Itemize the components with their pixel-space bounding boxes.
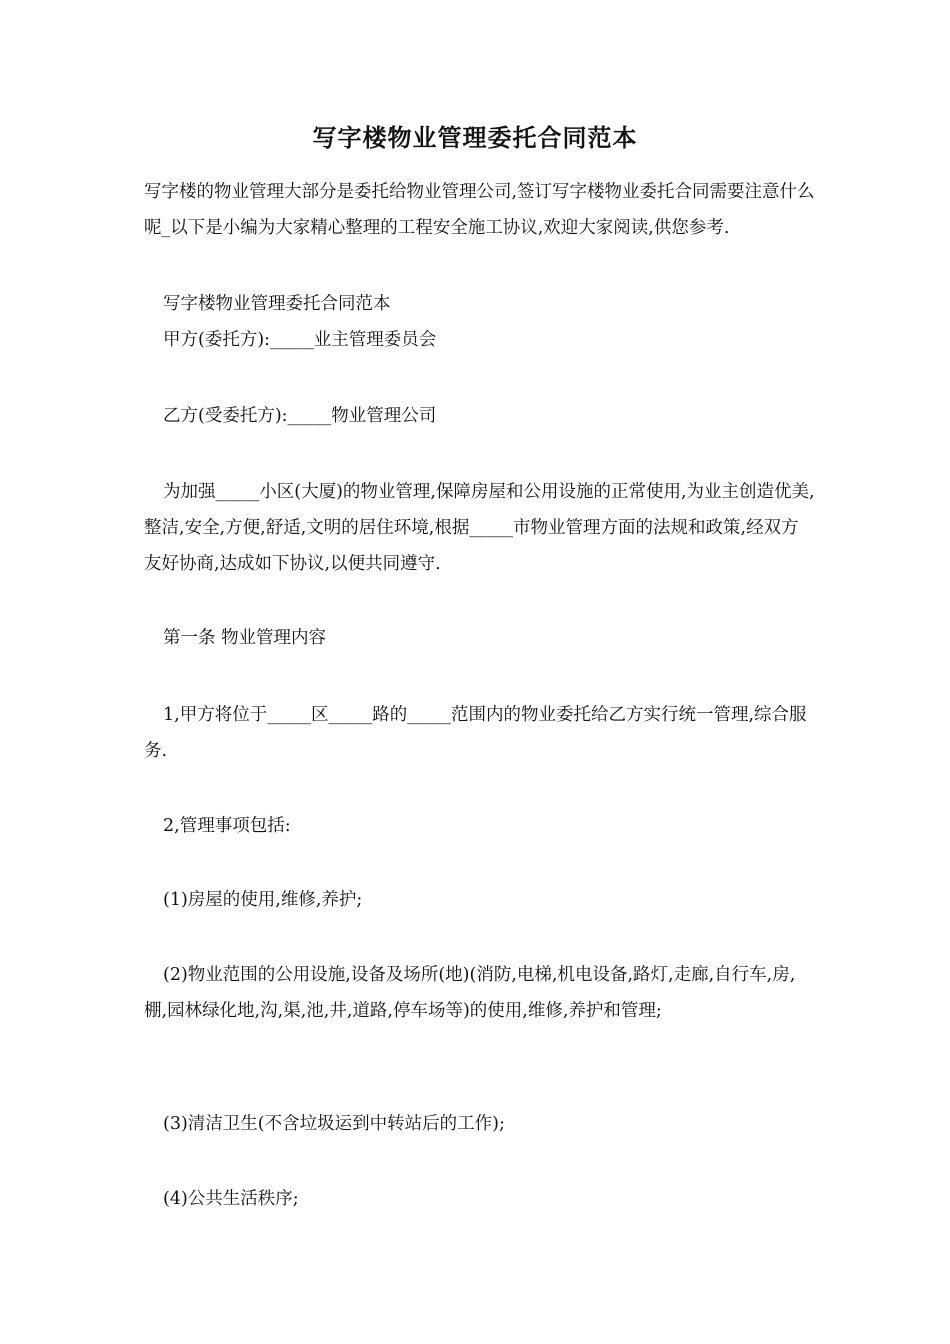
intro-paragraph: 写字楼的物业管理大部分是委托给物业管理公司,签订写字楼物业委托合同需要注意什么呢_以下是小编为大家精心整理的工程安全施工协议,欢迎大家阅读,供您参考. (144, 182, 815, 238)
party-a-line: 甲方(委托方):_____业主管理委员会 (163, 330, 437, 350)
contract-heading: 写字楼物业管理委托合同范本 (163, 294, 391, 314)
article-one-heading: 第一条 物业管理内容 (163, 628, 327, 648)
item-4: (4)公共生活秩序; (163, 1189, 299, 1209)
preamble-paragraph: 为加强_____小区(大厦)的物业管理,保障房屋和公用设施的正常使用,为业主创造优美,整洁,安全,方便,舒适,文明的居住环境,根据_____市物业管理方面的法规和政策,经双方友好协商,达成如下协议,以便共同遵守. (144, 482, 815, 574)
item-2: (2)物业范围的公用设施,设备及场所(地)(消防,电梯,机电设备,路灯,走廊,自行车,房,棚,园林绿化地,沟,渠,池,井,道路,停车场等)的使用,维修,养护和管理; (144, 965, 796, 1021)
clause-1: 1,甲方将位于_____区_____路的_____范围内的物业委托给乙方实行统一管理,综合服务. (144, 705, 807, 761)
clause-2: 2,管理事项包括: (163, 816, 291, 836)
party-b-line: 乙方(受委托方):_____物业管理公司 (163, 406, 437, 426)
item-3: (3)清洁卫生(不含垃圾运到中转站后的工作); (163, 1114, 505, 1134)
document-title: 写字楼物业管理委托合同范本 (312, 123, 638, 152)
item-1: (1)房屋的使用,维修,养护; (163, 890, 363, 910)
